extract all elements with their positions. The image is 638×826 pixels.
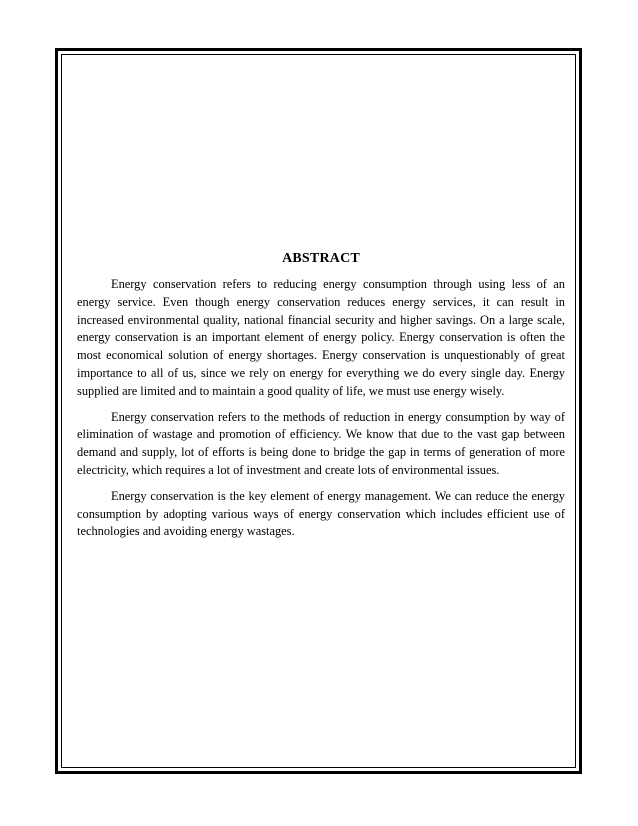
abstract-paragraph-1: Energy conservation refers to reducing energy consumption through using less of an energy service. Even though energy conservation reduces energy services, it can result in increased environmental quality, national financial security and higher savings. On a large scale, energy conservation is an important element of energy policy. Energy conservation is often the most economical solution of energy shortages. Energy conservation is unquestionably of great importance to all of us, since we rely on energy for everything we do every single day. Energy supplied are limited and to maintain a good quality of life, we must use energy wisely.: [77, 277, 565, 398]
abstract-paragraph-3: Energy conservation is the key element of energy management. We can reduce the energy consumption by adopting various ways of energy conservation which includes efficient use of technologies and avoiding energy wastages.: [77, 488, 565, 539]
abstract-paragraph-2: Energy conservation refers to the methods of reduction in energy consumption by way of elimination of wastage and promotion of efficiency. We know that due to the vast gap between demand and supply, lot of efforts is being done to bridge the gap in terms of generation of more electricity, which requires a lot of investment and create lots of environmental issues.: [77, 409, 565, 477]
abstract-section: [77, 250, 565, 549]
abstract-title: ABSTRACT: [282, 251, 360, 266]
